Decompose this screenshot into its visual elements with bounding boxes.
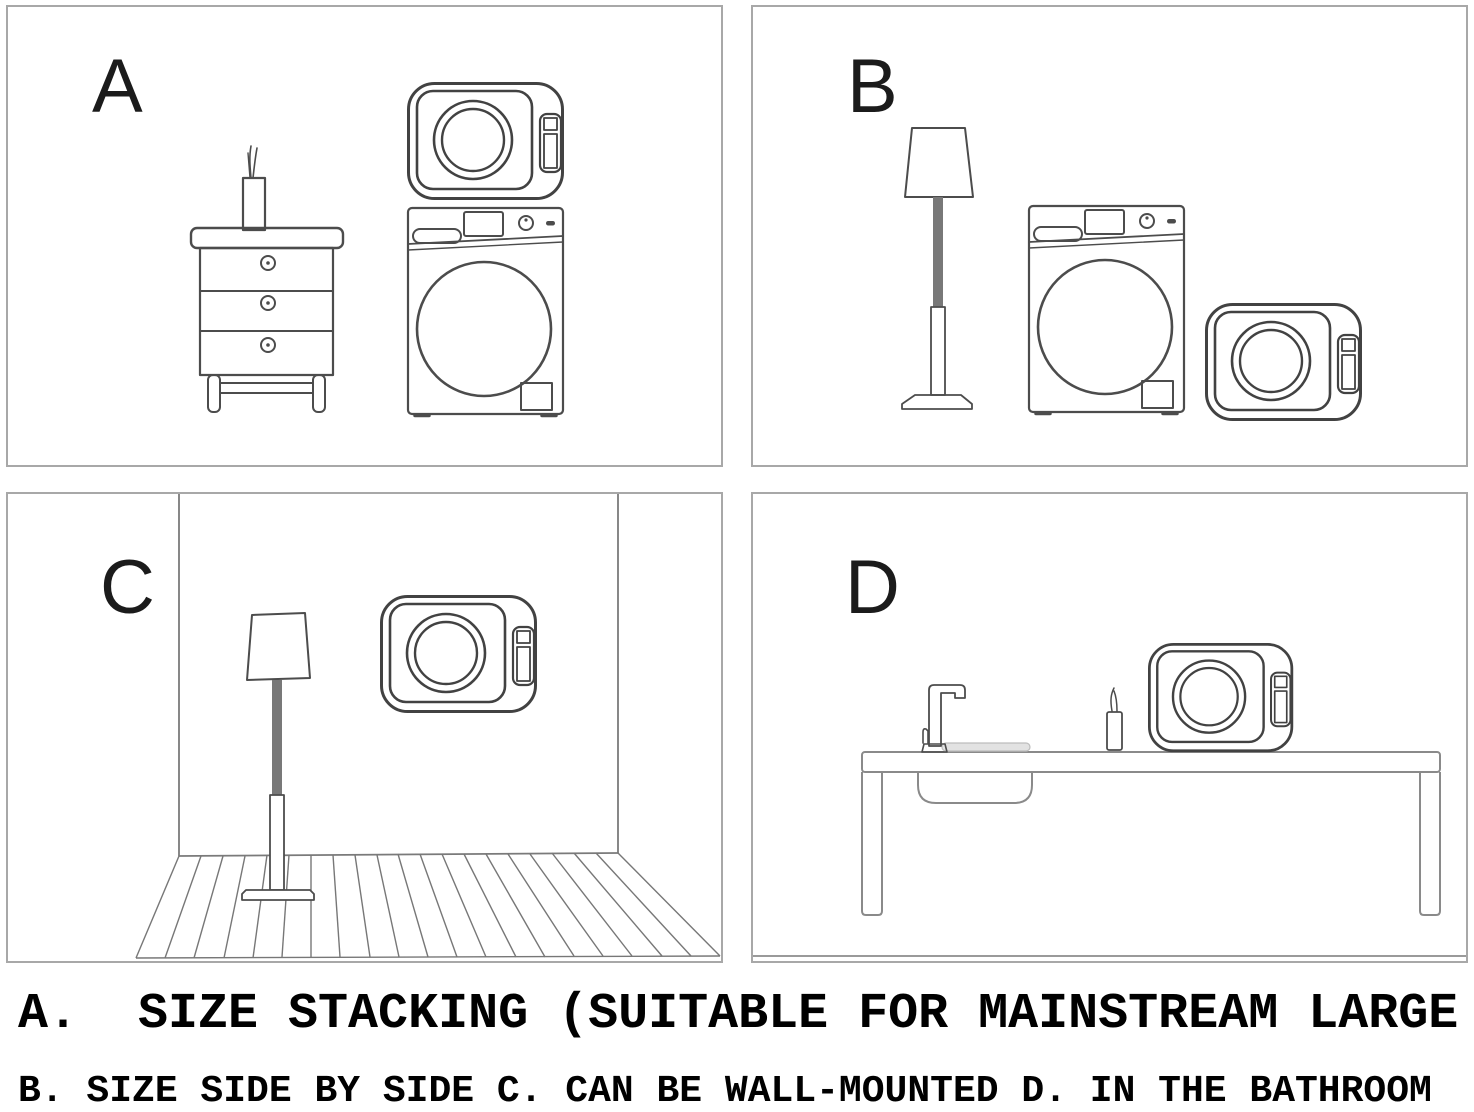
caption bbox=[18, 986, 1468, 1112]
panel-a-illustration bbox=[8, 7, 721, 465]
mini-dryer-drawing bbox=[1207, 305, 1361, 420]
panel-b-side-by-side bbox=[751, 5, 1468, 467]
panel-b-illustration bbox=[753, 7, 1466, 465]
washing-machine-drawing bbox=[1029, 206, 1184, 414]
panel-d-bathroom bbox=[751, 492, 1468, 963]
mini-dryer-drawing bbox=[409, 84, 563, 199]
bottle-drawing bbox=[1107, 688, 1122, 750]
panel-c-illustration bbox=[8, 494, 721, 961]
floor-lamp-drawing bbox=[242, 613, 314, 900]
panel-a-stacking bbox=[6, 5, 723, 467]
panel-d-label: D bbox=[845, 545, 900, 630]
panel-c-wall-mounted bbox=[6, 492, 723, 963]
soap-tray-drawing bbox=[942, 743, 1030, 751]
mini-dryer-drawing bbox=[382, 597, 536, 712]
nightstand-drawing bbox=[191, 146, 343, 412]
panel-a-label: A bbox=[92, 44, 143, 129]
vase-drawing bbox=[243, 178, 265, 230]
sink-faucet-drawing bbox=[922, 685, 965, 752]
room-wall-drawing bbox=[179, 494, 618, 856]
washing-machine-drawing bbox=[408, 208, 563, 416]
wood-floor-drawing bbox=[136, 853, 720, 958]
panel-d-illustration bbox=[753, 494, 1466, 961]
caption-line-1: A. SIZE STACKING (SUITABLE FOR MAINSTREAM LARGE bbox=[18, 986, 1459, 1043]
panel-b-label: B bbox=[847, 44, 898, 129]
caption-line-2: B. SIZE SIDE BY SIDE C. CAN BE WALL-MOUNTED D. IN THE BATHROOM bbox=[18, 1070, 1432, 1112]
panel-c-label: C bbox=[100, 545, 155, 630]
sink-basin-drawing bbox=[918, 772, 1032, 803]
floor-lamp-drawing bbox=[902, 128, 973, 409]
mini-dryer-drawing bbox=[1149, 644, 1291, 750]
bathroom-counter-drawing bbox=[862, 752, 1440, 915]
